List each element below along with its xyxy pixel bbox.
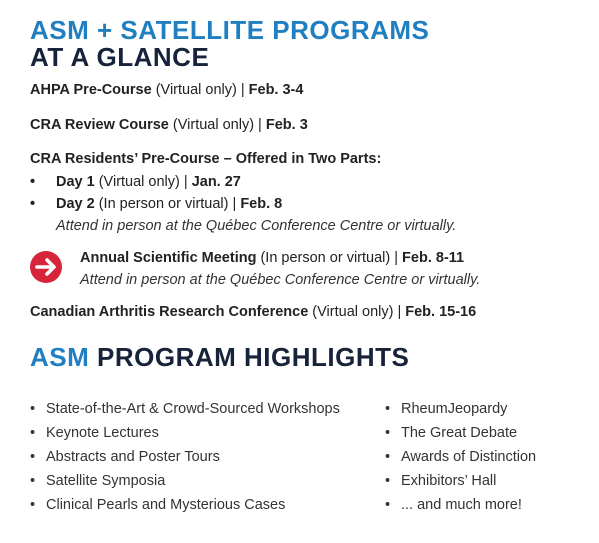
- list-item: [385, 469, 536, 493]
- residents-note: Attend in person at the Québec Conference Centre or virtually.: [56, 218, 457, 234]
- list-item-label: State-of-the-Art & Crowd-Sourced Workshops: [46, 401, 340, 417]
- list-item-label: RheumJeopardy: [401, 401, 508, 417]
- bullet: •: [30, 497, 36, 513]
- program-carc: [30, 303, 476, 321]
- list-item-label: Clinical Pearls and Mysterious Cases: [46, 497, 286, 513]
- highlights-title-part2: PROGRAM HIGHLIGHTS: [97, 342, 410, 372]
- day-date: Feb. 8: [240, 196, 283, 212]
- bullet: •: [385, 449, 391, 465]
- list-item: [30, 421, 340, 445]
- list-item: [30, 469, 340, 493]
- highlights-left-list: [30, 397, 340, 517]
- page-title-line1: ASM + SATELLITE PROGRAMS: [30, 15, 430, 45]
- program-name: AHPA Pre-Course: [30, 82, 152, 98]
- list-item-label: The Great Debate: [401, 425, 518, 441]
- program-date: Feb. 15-16: [405, 304, 477, 320]
- program-mode: (Virtual only) |: [308, 304, 406, 320]
- program-mode: (In person or virtual) |: [256, 250, 403, 266]
- asm-note: Attend in person at the Québec Conference Centre or virtually.: [80, 272, 481, 288]
- list-item: [385, 493, 536, 517]
- bullet: •: [385, 473, 391, 489]
- bullet: •: [30, 401, 36, 417]
- program-date: Feb. 3-4: [248, 82, 304, 98]
- list-item: [385, 397, 536, 421]
- list-item-label: Satellite Symposia: [46, 473, 166, 489]
- list-item: [30, 397, 340, 421]
- day-date: Jan. 27: [191, 174, 241, 190]
- list-item-label: Keynote Lectures: [46, 425, 159, 441]
- bullet: •: [385, 401, 391, 417]
- bullet: •: [30, 473, 36, 489]
- bullet: •: [30, 174, 36, 190]
- list-item-label: Awards of Distinction: [401, 449, 537, 465]
- list-item-label: Abstracts and Poster Tours: [46, 449, 220, 465]
- program-asm: [80, 249, 464, 267]
- list-item: [30, 445, 340, 469]
- day-mode: (In person or virtual) |: [94, 196, 241, 212]
- list-item: [385, 421, 536, 445]
- program-name: CRA Review Course: [30, 117, 169, 133]
- residents-day1: [30, 173, 241, 191]
- program-mode: (Virtual only) |: [168, 117, 266, 133]
- program-name: Annual Scientific Meeting: [80, 250, 257, 266]
- list-item-label: ... and much more!: [401, 497, 522, 513]
- bullet: •: [385, 497, 391, 513]
- day-name: Day 1: [56, 174, 95, 190]
- list-item: [30, 493, 340, 517]
- program-mode: (Virtual only) |: [151, 82, 249, 98]
- list-item-label: Exhibitors’ Hall: [401, 473, 497, 489]
- arrow-right-circle-icon: [29, 250, 63, 284]
- program-ahpa: [30, 81, 303, 99]
- program-date: Feb. 3: [265, 117, 308, 133]
- list-item: [385, 445, 536, 469]
- program-name: Canadian Arthritis Research Conference: [30, 304, 309, 320]
- highlights-right-list: [385, 397, 536, 517]
- residents-day2: [30, 195, 282, 213]
- program-date: Feb. 8-11: [402, 250, 465, 266]
- bullet: •: [30, 425, 36, 441]
- highlights-title: [30, 343, 409, 371]
- bullet: •: [30, 449, 36, 465]
- program-residents-heading: CRA Residents’ Pre-Course – Offered in Two Parts:: [30, 151, 382, 167]
- day-name: Day 2: [56, 196, 95, 212]
- program-cra-review: [30, 116, 308, 134]
- highlights-title-part1: ASM: [30, 342, 97, 372]
- bullet: •: [30, 196, 36, 212]
- page-title-line2: AT A GLANCE: [30, 42, 210, 72]
- bullet: •: [385, 425, 391, 441]
- day-mode: (Virtual only) |: [94, 174, 192, 190]
